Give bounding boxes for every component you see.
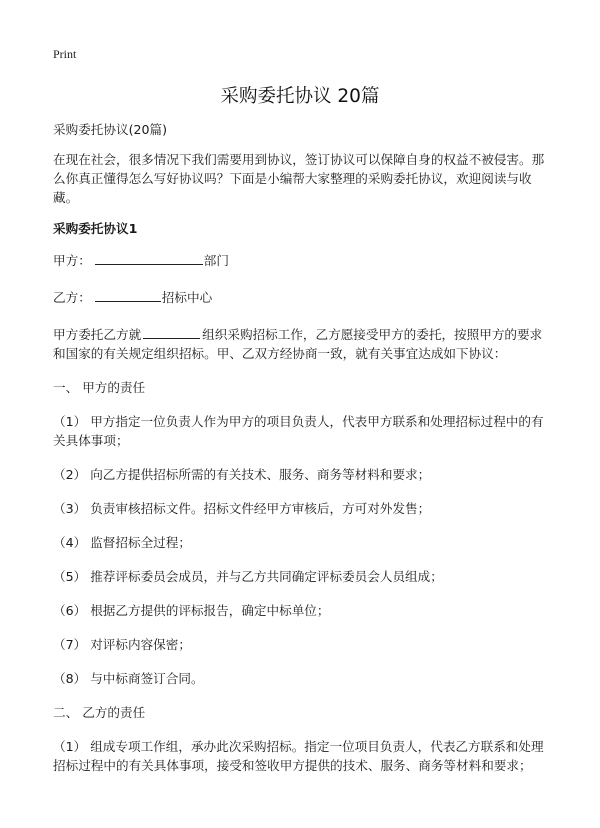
party-a-item: （7） 对评标内容保密； (53, 637, 191, 652)
section-title: 采购委托协议1 (53, 221, 138, 236)
heading-party-a: 一、 甲方的责任 (53, 380, 146, 395)
intro-paragraph: 在现在社会，很多情况下我们需要用到协议，签订协议可以保障自身的权益不被侵害。那么你真正懂得怎么写好协议吗？下面是小编帮大家整理的采购委托协议，欢迎阅读与收藏。 (53, 152, 545, 205)
document-subtitle: 采购委托协议(20篇) (53, 122, 168, 137)
print-link[interactable]: Print (53, 47, 77, 61)
party-b-blank (95, 288, 161, 302)
document-body (53, 120, 553, 775)
party-a-item: （2） 向乙方提供招标所需的有关技术、服务、商务等材料和要求； (53, 467, 431, 482)
party-b-item: （1） 组成专项工作组，承办此次采购招标。指定一位项目负责人，代表乙方联系和处理招标过程中的有关具体事项，接受和签收甲方提供的技术、服务、商务等材料和要求； (53, 739, 544, 773)
party-a-item: （6） 根据乙方提供的评标报告，确定中标单位； (53, 603, 330, 618)
clause-blank (143, 325, 200, 339)
clause-before: 甲方委托乙方就 (53, 327, 142, 342)
party-a-item: （1） 甲方指定一位负责人作为甲方的项目负责人，代表甲方联系和处理招标过程中的有关具体事项； (53, 414, 544, 448)
party-a-line (53, 251, 553, 270)
party-a-blank (95, 251, 203, 265)
party-a-suffix: 部门 (203, 253, 229, 268)
agreement-clause (53, 325, 553, 363)
document-title: 采购委托协议 20篇 (220, 86, 380, 107)
party-a-item: （8） 与中标商签订合同。 (53, 671, 204, 686)
party-b-line (53, 288, 553, 307)
party-b-suffix: 招标中心 (161, 290, 213, 305)
party-b-label: 乙方： (53, 290, 91, 305)
party-a-item: （3） 负责审核招标文件。招标文件经甲方审核后，方可对外发售； (53, 501, 431, 516)
party-a-label: 甲方： (53, 253, 91, 268)
party-a-item: （5） 推荐评标委员会成员，并与乙方共同确定评标委员会人员组成； (53, 569, 443, 584)
heading-party-b: 二、 乙方的责任 (53, 705, 146, 720)
clause-after: 组织采购招标工作，乙方愿接受甲方的委托，按照甲方的要求和国家的有关规定组织招标。甲、乙双方经协商一致，就有关事宜达成如下协议： (53, 327, 543, 361)
party-a-item: （4） 监督招标全过程； (53, 535, 191, 550)
